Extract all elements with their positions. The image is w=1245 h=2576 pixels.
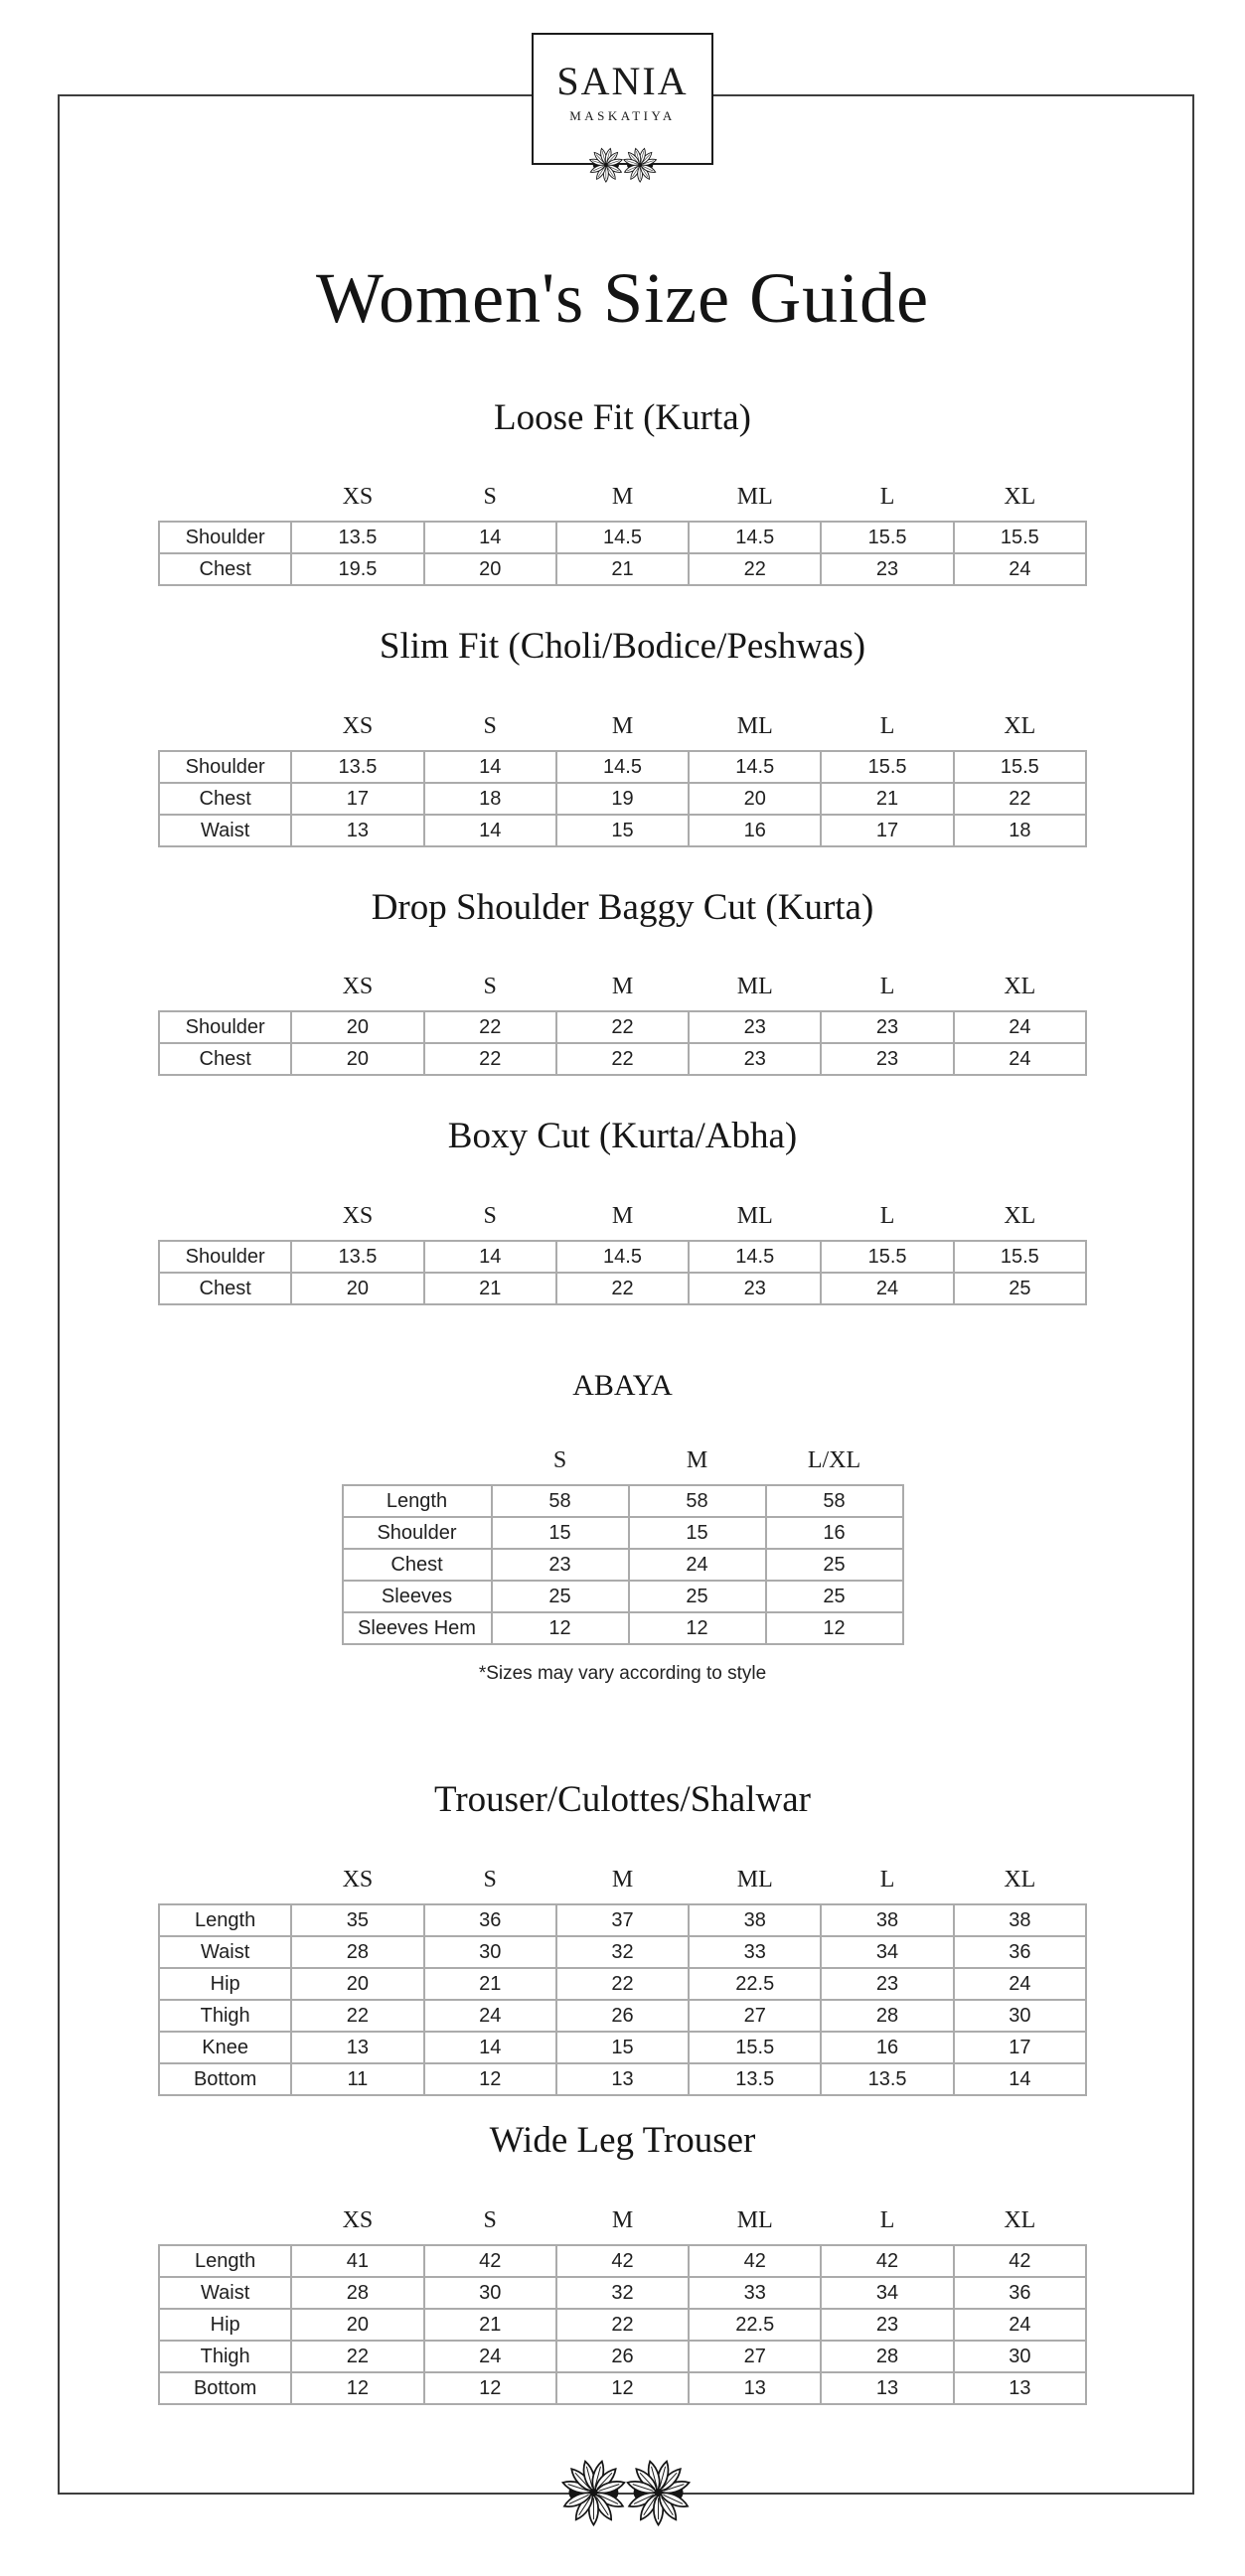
laurel-leaves-icon (583, 146, 663, 184)
size-value: 38 (821, 1904, 953, 1936)
size-value: 34 (821, 1936, 953, 1968)
size-value: 34 (821, 2277, 953, 2309)
size-value: 38 (689, 1904, 821, 1936)
size-table (158, 1202, 1087, 1305)
row-label: Length (343, 1485, 492, 1517)
table-row (343, 1549, 903, 1581)
table-row (159, 2277, 1086, 2309)
size-column-header: S (483, 1867, 497, 1894)
size-value: 21 (424, 1273, 556, 1304)
size-value: 22 (954, 783, 1086, 815)
size-value: 15.5 (689, 2032, 821, 2063)
size-guide-page (0, 33, 1245, 2405)
size-value: 23 (821, 1043, 953, 1075)
size-value: 20 (689, 783, 821, 815)
size-value: 22 (424, 1043, 556, 1075)
size-value: 24 (424, 2000, 556, 2032)
size-column-header: ML (736, 974, 773, 1000)
size-value: 37 (556, 1904, 689, 1936)
corner-cell (159, 1202, 291, 1241)
size-value: 12 (766, 1612, 903, 1644)
size-value: 15.5 (821, 1241, 953, 1273)
table-row (159, 1043, 1086, 1075)
section-abaya (0, 1369, 1245, 1686)
size-column-header: L (879, 1202, 895, 1229)
size-tables-area (0, 397, 1245, 2405)
size-value: 12 (492, 1612, 629, 1644)
size-value: 22 (556, 2309, 689, 2341)
size-value: 28 (291, 1936, 423, 1968)
size-value: 22 (556, 1011, 689, 1043)
size-column-header: L (879, 712, 895, 739)
size-value: 27 (689, 2341, 821, 2372)
table-row (159, 2032, 1086, 2063)
size-value: 21 (424, 1968, 556, 2000)
size-value: 20 (424, 553, 556, 585)
size-value: 14.5 (556, 522, 689, 553)
size-table (158, 2206, 1087, 2405)
size-value: 15.5 (821, 522, 953, 553)
size-column-header: ML (736, 2206, 773, 2233)
size-value: 27 (689, 2000, 821, 2032)
size-value: 30 (954, 2341, 1086, 2372)
size-value: 24 (821, 1273, 953, 1304)
row-label: Bottom (159, 2372, 291, 2404)
size-value: 22 (291, 2341, 423, 2372)
size-value: 23 (821, 1968, 953, 2000)
section-title: Boxy Cut (Kurta/Abha) (447, 1116, 798, 1157)
table-row (159, 751, 1086, 783)
size-note: *Sizes may vary according to style (478, 1663, 767, 1685)
brand-name: SANIA (556, 59, 689, 103)
size-column-header: M (611, 712, 634, 739)
row-label: Chest (159, 783, 291, 815)
table-row (343, 1485, 903, 1517)
size-value: 38 (954, 1904, 1086, 1936)
laurel-leaves-icon (550, 2457, 701, 2528)
row-label: Shoulder (159, 522, 291, 553)
row-label: Length (159, 1904, 291, 1936)
row-label: Hip (159, 2309, 291, 2341)
size-value: 25 (954, 1273, 1086, 1304)
size-value: 16 (821, 2032, 953, 2063)
table-row (159, 2341, 1086, 2372)
size-value: 14 (424, 2032, 556, 2063)
size-value: 22 (424, 1011, 556, 1043)
size-value: 23 (689, 1273, 821, 1304)
size-value: 58 (766, 1485, 903, 1517)
size-column-header: ML (736, 712, 773, 739)
size-value: 23 (689, 1043, 821, 1075)
corner-cell (159, 2206, 291, 2245)
size-value: 42 (556, 2245, 689, 2277)
size-column-header: M (686, 1447, 708, 1474)
size-value: 22.5 (689, 1968, 821, 2000)
size-column-header: XL (1004, 1867, 1036, 1894)
size-value: 14 (424, 1241, 556, 1273)
size-value: 28 (291, 2277, 423, 2309)
size-value: 25 (629, 1581, 766, 1612)
size-column-header: XS (342, 2206, 374, 2233)
section-title: Loose Fit (Kurta) (494, 396, 751, 438)
size-value: 21 (556, 553, 689, 585)
table-row (343, 1612, 903, 1644)
section-trouser (0, 1779, 1245, 2096)
size-value: 14.5 (689, 1241, 821, 1273)
section-loose-fit (0, 397, 1245, 587)
row-label: Thigh (159, 2341, 291, 2372)
section-title: Wide Leg Trouser (489, 2120, 756, 2162)
size-column-header: ML (736, 1867, 773, 1894)
size-value: 15.5 (954, 1241, 1086, 1273)
table-row (159, 2372, 1086, 2404)
size-value: 17 (821, 815, 953, 846)
size-table (158, 973, 1087, 1076)
size-value: 30 (424, 2277, 556, 2309)
size-value: 12 (424, 2372, 556, 2404)
size-value: 15 (492, 1517, 629, 1549)
table-row (159, 2309, 1086, 2341)
size-value: 12 (556, 2372, 689, 2404)
size-value: 20 (291, 1273, 423, 1304)
size-value: 14.5 (556, 751, 689, 783)
size-value: 30 (424, 1936, 556, 1968)
size-header-row (159, 1866, 1086, 1904)
corner-cell (343, 1446, 492, 1485)
size-header-row (159, 483, 1086, 522)
size-column-header: L (879, 974, 895, 1000)
size-value: 15 (629, 1517, 766, 1549)
size-column-header: S (483, 1202, 497, 1229)
size-value: 23 (821, 553, 953, 585)
row-label: Shoulder (159, 1241, 291, 1273)
page-title: Women's Size Guide (315, 258, 930, 338)
section-boxy-cut (0, 1116, 1245, 1305)
section-title: Slim Fit (Choli/Bodice/Peshwas) (379, 626, 866, 668)
row-label: Sleeves (343, 1581, 492, 1612)
table-row (159, 1936, 1086, 1968)
corner-cell (159, 483, 291, 522)
size-column-header: S (552, 1447, 567, 1474)
size-column-header: ML (736, 484, 773, 511)
size-column-header: L (879, 2206, 895, 2233)
section-drop-shoulder (0, 887, 1245, 1077)
size-value: 18 (424, 783, 556, 815)
size-value: 20 (291, 1968, 423, 2000)
size-value: 23 (689, 1011, 821, 1043)
row-label: Waist (159, 815, 291, 846)
row-label: Chest (159, 553, 291, 585)
size-value: 20 (291, 1011, 423, 1043)
size-value: 13.5 (291, 522, 423, 553)
size-value: 33 (689, 1936, 821, 1968)
size-value: 42 (689, 2245, 821, 2277)
size-column-header: XS (342, 712, 374, 739)
size-value: 23 (821, 2309, 953, 2341)
size-value: 58 (629, 1485, 766, 1517)
row-label: Thigh (159, 2000, 291, 2032)
size-value: 32 (556, 1936, 689, 1968)
size-value: 26 (556, 2000, 689, 2032)
size-column-header: M (611, 2206, 634, 2233)
table-row (159, 522, 1086, 553)
row-label: Waist (159, 1936, 291, 1968)
size-value: 25 (766, 1581, 903, 1612)
size-value: 11 (291, 2063, 423, 2095)
size-value: 14 (424, 751, 556, 783)
table-row (159, 2245, 1086, 2277)
size-value: 21 (424, 2309, 556, 2341)
size-value: 13 (291, 815, 423, 846)
section-title: Trouser/Culottes/Shalwar (434, 1779, 811, 1821)
size-value: 23 (492, 1549, 629, 1581)
size-value: 58 (492, 1485, 629, 1517)
size-value: 36 (954, 1936, 1086, 1968)
size-column-header: M (611, 484, 634, 511)
size-value: 19 (556, 783, 689, 815)
size-value: 13.5 (291, 751, 423, 783)
size-header-row (159, 1202, 1086, 1241)
size-column-header: ML (736, 1202, 773, 1229)
row-label: Chest (343, 1549, 492, 1581)
size-column-header: XS (342, 1867, 374, 1894)
size-value: 16 (689, 815, 821, 846)
size-value: 23 (821, 1011, 953, 1043)
table-row (343, 1517, 903, 1549)
size-column-header: XL (1004, 974, 1036, 1000)
size-header-row (159, 2206, 1086, 2245)
size-value: 22 (556, 1043, 689, 1075)
table-row (159, 553, 1086, 585)
size-value: 15.5 (821, 751, 953, 783)
size-column-header: XS (342, 1202, 374, 1229)
row-label: Waist (159, 2277, 291, 2309)
size-value: 24 (954, 553, 1086, 585)
size-column-header: XS (342, 484, 374, 511)
size-value: 24 (954, 2309, 1086, 2341)
size-column-header: S (483, 712, 497, 739)
brand-subname: MASKATIYA (569, 108, 676, 123)
size-value: 22 (556, 1273, 689, 1304)
size-value: 18 (954, 815, 1086, 846)
size-value: 16 (766, 1517, 903, 1549)
section-slim-fit (0, 626, 1245, 847)
size-value: 42 (954, 2245, 1086, 2277)
row-label: Length (159, 2245, 291, 2277)
size-value: 13 (291, 2032, 423, 2063)
size-value: 12 (629, 1612, 766, 1644)
size-value: 22 (291, 2000, 423, 2032)
brand-logo (532, 33, 713, 165)
size-header-row (159, 712, 1086, 751)
size-value: 42 (424, 2245, 556, 2277)
section-title: ABAYA (572, 1368, 673, 1402)
size-value: 12 (291, 2372, 423, 2404)
table-row (159, 1273, 1086, 1304)
size-value: 14 (954, 2063, 1086, 2095)
size-value: 13.5 (689, 2063, 821, 2095)
table-row (159, 783, 1086, 815)
size-table (342, 1446, 904, 1645)
size-value: 13 (689, 2372, 821, 2404)
size-column-header: M (611, 1202, 634, 1229)
corner-cell (159, 973, 291, 1011)
size-value: 28 (821, 2000, 953, 2032)
size-value: 14 (424, 522, 556, 553)
row-label: Shoulder (159, 751, 291, 783)
size-column-header: L/XL (807, 1447, 861, 1474)
size-header-row (159, 973, 1086, 1011)
row-label: Knee (159, 2032, 291, 2063)
size-column-header: S (483, 974, 497, 1000)
size-column-header: S (483, 484, 497, 511)
size-value: 13 (954, 2372, 1086, 2404)
size-column-header: M (611, 1867, 634, 1894)
size-column-header: XL (1004, 484, 1036, 511)
section-wide-leg (0, 2120, 1245, 2405)
size-value: 15.5 (954, 522, 1086, 553)
size-table (158, 483, 1087, 586)
size-value: 24 (424, 2341, 556, 2372)
row-label: Shoulder (343, 1517, 492, 1549)
size-column-header: XL (1004, 712, 1036, 739)
size-column-header: XL (1004, 1202, 1036, 1229)
table-row (159, 1011, 1086, 1043)
size-column-header: XL (1004, 2206, 1036, 2233)
table-row (159, 1241, 1086, 1273)
table-row (159, 2063, 1086, 2095)
size-value: 15 (556, 815, 689, 846)
corner-cell (159, 1866, 291, 1904)
size-value: 25 (766, 1549, 903, 1581)
size-value: 22.5 (689, 2309, 821, 2341)
size-value: 17 (291, 783, 423, 815)
size-value: 33 (689, 2277, 821, 2309)
size-value: 14.5 (689, 522, 821, 553)
size-value: 14.5 (556, 1241, 689, 1273)
size-value: 36 (954, 2277, 1086, 2309)
size-column-header: S (483, 2206, 497, 2233)
row-label: Bottom (159, 2063, 291, 2095)
size-value: 14.5 (689, 751, 821, 783)
table-row (343, 1581, 903, 1612)
corner-cell (159, 712, 291, 751)
size-value: 19.5 (291, 553, 423, 585)
table-row (159, 1904, 1086, 1936)
size-value: 15 (556, 2032, 689, 2063)
size-value: 12 (424, 2063, 556, 2095)
size-value: 24 (954, 1011, 1086, 1043)
section-title: Drop Shoulder Baggy Cut (Kurta) (371, 886, 874, 928)
table-row (159, 815, 1086, 846)
row-label: Chest (159, 1273, 291, 1304)
size-value: 28 (821, 2341, 953, 2372)
size-value: 14 (424, 815, 556, 846)
size-value: 24 (629, 1549, 766, 1581)
row-label: Hip (159, 1968, 291, 2000)
size-table (158, 712, 1087, 847)
size-value: 24 (954, 1968, 1086, 2000)
size-value: 26 (556, 2341, 689, 2372)
size-value: 15.5 (954, 751, 1086, 783)
size-value: 41 (291, 2245, 423, 2277)
size-column-header: L (879, 1867, 895, 1894)
size-value: 13.5 (291, 1241, 423, 1273)
row-label: Shoulder (159, 1011, 291, 1043)
size-value: 13 (556, 2063, 689, 2095)
row-label: Sleeves Hem (343, 1612, 492, 1644)
row-label: Chest (159, 1043, 291, 1075)
size-value: 20 (291, 1043, 423, 1075)
size-value: 20 (291, 2309, 423, 2341)
size-value: 30 (954, 2000, 1086, 2032)
size-value: 32 (556, 2277, 689, 2309)
size-value: 42 (821, 2245, 953, 2277)
size-value: 13 (821, 2372, 953, 2404)
size-value: 22 (689, 553, 821, 585)
table-row (159, 1968, 1086, 2000)
size-column-header: XS (342, 974, 374, 1000)
size-value: 21 (821, 783, 953, 815)
size-value: 35 (291, 1904, 423, 1936)
size-column-header: L (879, 484, 895, 511)
table-row (159, 2000, 1086, 2032)
size-value: 24 (954, 1043, 1086, 1075)
size-value: 36 (424, 1904, 556, 1936)
size-value: 13.5 (821, 2063, 953, 2095)
size-header-row (343, 1446, 903, 1485)
size-value: 25 (492, 1581, 629, 1612)
size-table (158, 1866, 1087, 2096)
size-column-header: M (611, 974, 634, 1000)
size-value: 17 (954, 2032, 1086, 2063)
size-value: 22 (556, 1968, 689, 2000)
